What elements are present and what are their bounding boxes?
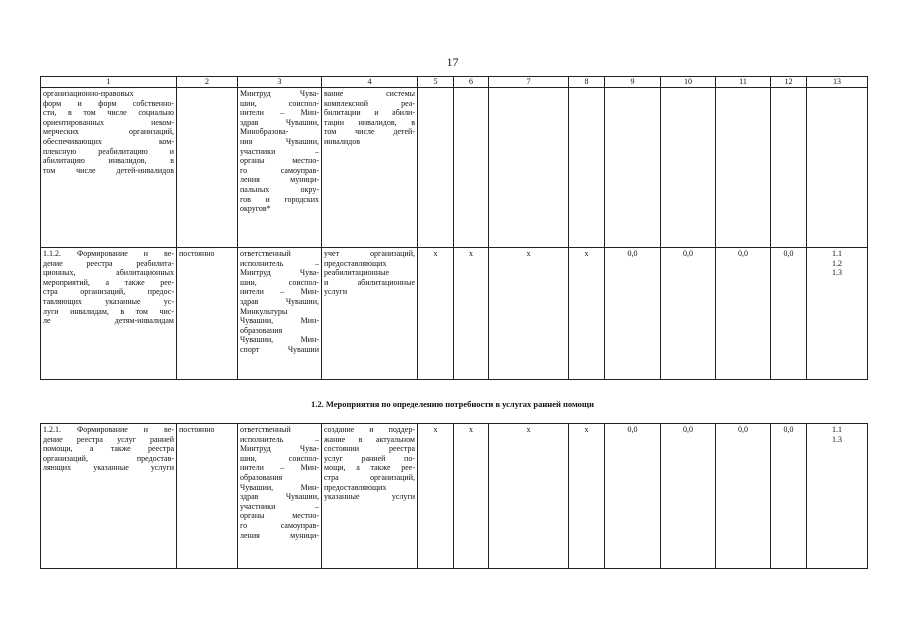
cell-line: Минтруд Чува- — [240, 268, 319, 278]
cell-line: Чувашии, Мин- — [240, 482, 319, 492]
table-row — [41, 88, 868, 248]
cell-line: стра организаций, — [324, 472, 415, 482]
cell-line: 1.3 — [832, 268, 842, 278]
table-cell — [771, 248, 807, 380]
cell-line: го самоуправ- — [240, 165, 319, 175]
section-title: 1.2. Мероприятия по определению потребности в услугах ранней помощи — [310, 399, 594, 409]
cell-line: помощи, а также реестра — [43, 444, 174, 454]
cell-line: постоянно — [179, 249, 215, 258]
cell-line: 0,0 — [783, 249, 794, 258]
cell-line: предоставляющих — [324, 258, 387, 268]
cell-line: инвалидов — [324, 136, 360, 146]
column-number: 2 — [177, 77, 238, 88]
cell-line: х — [526, 425, 531, 434]
table-cell — [716, 424, 771, 569]
cell-line: Минкультуры — [240, 306, 288, 316]
cell-line: обеспечивающих ком- — [43, 136, 174, 146]
table-cell — [238, 88, 322, 248]
column-number: 12 — [771, 77, 807, 88]
cell-line: дение реестра услуг ранней — [43, 434, 174, 444]
table-cell — [41, 424, 177, 569]
cell-line: исполнитель – — [240, 434, 319, 444]
cell-line: органы местно- — [240, 156, 319, 166]
column-number: 3 — [238, 77, 322, 88]
table-cell — [569, 424, 605, 569]
cell-line: шии, соиспол- — [240, 98, 319, 108]
cell-line: 0,0 — [738, 249, 748, 258]
cell-line: тавляющих указанные ус- — [43, 296, 174, 306]
cell-line: ле детям-инвалидам — [43, 316, 174, 326]
cell-line: комплексной реа- — [324, 98, 415, 108]
cell-line: пальных окру- — [240, 184, 319, 194]
cell-line: здрав Чувашии, — [240, 296, 319, 306]
cell-line: Минтруд Чува- — [240, 444, 319, 454]
cell-line: нители – Мин- — [240, 108, 319, 118]
cell-line: шии, соиспол- — [240, 453, 319, 463]
cell-line: образования — [240, 325, 283, 335]
cell-line: Чувашии, Мин- — [240, 335, 319, 345]
cell-line: спорт Чувашии — [240, 344, 319, 354]
cell-line: абилитацию инвалидов, в — [43, 156, 174, 166]
table-cell — [41, 88, 177, 248]
measures-table — [40, 76, 868, 380]
cell-line: создание и поддер- — [324, 425, 415, 434]
cell-line: органы местно- — [240, 511, 319, 521]
cell-line: ления муници- — [240, 175, 319, 185]
cell-line: ответственный — [240, 249, 291, 258]
table-row — [41, 424, 868, 569]
cell-line: форм и форм собственно- — [43, 98, 174, 108]
table-cell — [771, 424, 807, 569]
column-number: 4 — [322, 77, 418, 88]
table-cell — [454, 248, 489, 380]
cell-line: ответственный — [240, 425, 291, 434]
cell-line: 1.2.1. Формирование и ве- — [43, 425, 174, 434]
cell-line: х — [584, 425, 589, 434]
cell-line: дение реестра реабилита- — [43, 258, 174, 268]
table-cell — [807, 248, 868, 380]
cell-line: стра организаций, предос- — [43, 287, 174, 297]
page-number: 17 — [446, 55, 459, 69]
cell-line: 0,0 — [627, 249, 638, 258]
table-cell — [489, 248, 569, 380]
cell-line: сти, в том числе социально — [43, 108, 174, 118]
cell-line: вание системы — [324, 89, 415, 98]
column-number: 7 — [489, 77, 569, 88]
cell-line: здрав Чувашии, — [240, 117, 319, 127]
cell-line: Чувашии, Мин- — [240, 316, 319, 326]
table-cell — [418, 248, 454, 380]
column-number: 13 — [807, 77, 868, 88]
cell-line: Минтруд Чува- — [240, 89, 319, 98]
cell-line: том числе детей- — [324, 127, 415, 137]
cell-line: образования — [240, 472, 283, 482]
cell-line: постоянно — [179, 425, 215, 434]
cell-line: организационно-правовых — [43, 89, 134, 98]
table-cell — [454, 88, 489, 248]
cell-line: х — [469, 249, 473, 258]
cell-line: х — [433, 249, 438, 258]
table-cell — [716, 88, 771, 248]
cell-line: х — [469, 425, 473, 434]
cell-line: ления муници- — [240, 530, 319, 540]
table-cell — [605, 88, 661, 248]
column-number-header — [41, 77, 868, 88]
column-number: 10 — [661, 77, 716, 88]
table-cell — [605, 424, 661, 569]
cell-line: услуг ранней по- — [324, 453, 415, 463]
cell-line: участники – — [240, 146, 319, 156]
cell-line: мерческих организаций, — [43, 127, 174, 137]
cell-line: организаций, предостав- — [43, 453, 174, 463]
cell-line: ния Чувашии, — [240, 136, 319, 146]
cell-line: х — [526, 249, 531, 258]
cell-line: 1.1 — [832, 425, 842, 434]
cell-line: мощи, а также рее- — [324, 463, 415, 473]
table-cell — [41, 248, 177, 380]
table-cell — [569, 248, 605, 380]
cell-line: участники – — [240, 501, 319, 511]
cell-line: исполнитель – — [240, 258, 319, 268]
cell-line: услуги — [324, 287, 348, 297]
cell-line: мероприятий, а также рее- — [43, 277, 174, 287]
table-cell — [177, 88, 238, 248]
cell-line: Минобразова- — [240, 127, 289, 137]
table-cell — [569, 88, 605, 248]
cell-line: гов и городских — [240, 194, 319, 204]
column-number: 8 — [569, 77, 605, 88]
cell-line: жание в актуальном — [324, 434, 415, 444]
column-number: 9 — [605, 77, 661, 88]
table-cell — [605, 248, 661, 380]
column-number: 11 — [716, 77, 771, 88]
cell-line: плексную реабилитацию и — [43, 146, 174, 156]
cell-line: 1.2 — [832, 258, 842, 268]
cell-line: шии, соиспол- — [240, 277, 319, 287]
table-cell — [489, 424, 569, 569]
column-number: 6 — [454, 77, 489, 88]
cell-line: луги инвалидам, в том чис- — [43, 306, 174, 316]
table-cell — [771, 88, 807, 248]
column-number: 5 — [418, 77, 454, 88]
cell-line: нители – Мин- — [240, 287, 319, 297]
cell-line: здрав Чувашии, — [240, 492, 319, 502]
cell-line: ляющих указанные услуги — [43, 463, 174, 473]
table-cell — [322, 424, 418, 569]
table-cell — [661, 88, 716, 248]
table-cell — [238, 424, 322, 569]
cell-line: тации инвалидов, в — [324, 117, 415, 127]
table-cell — [177, 248, 238, 380]
column-number: 1 — [41, 77, 177, 88]
table-cell — [238, 248, 322, 380]
cell-line: х — [433, 425, 438, 434]
early-help-table — [40, 423, 868, 569]
table-cell — [716, 248, 771, 380]
cell-line: 0,0 — [683, 425, 693, 434]
table-cell — [322, 248, 418, 380]
cell-line: го самоуправ- — [240, 520, 319, 530]
cell-line: ориентированных неком- — [43, 117, 174, 127]
cell-line: указанные услуги — [324, 492, 415, 502]
cell-line: 0,0 — [683, 249, 693, 258]
cell-line: 0,0 — [738, 425, 748, 434]
table-cell — [807, 424, 868, 569]
cell-line: 1.1 — [832, 249, 842, 258]
cell-line: реабилитационные — [324, 268, 390, 278]
cell-line: билитации и абили- — [324, 108, 415, 118]
cell-line: и абилитационные — [324, 277, 415, 287]
cell-line: 1.1.2. Формирование и ве- — [43, 249, 174, 258]
cell-line: предоставляющих — [324, 482, 387, 492]
table-cell — [661, 424, 716, 569]
cell-line: том числе детей-инвалидов — [43, 165, 174, 175]
cell-line: 0,0 — [627, 425, 638, 434]
cell-line: ционных, абилитационных — [43, 268, 174, 278]
table-cell — [661, 248, 716, 380]
table-cell — [418, 88, 454, 248]
table-cell — [418, 424, 454, 569]
table-cell — [177, 424, 238, 569]
cell-line: состоянии реестра — [324, 444, 415, 454]
cell-line: х — [584, 249, 589, 258]
table-cell — [454, 424, 489, 569]
cell-line: учет организаций, — [324, 249, 415, 258]
cell-line: 1.3 — [832, 434, 842, 444]
table-row — [41, 248, 868, 380]
table-cell — [807, 88, 868, 248]
cell-line: 0,0 — [783, 425, 794, 434]
cell-line: нители – Мин- — [240, 463, 319, 473]
table-cell — [322, 88, 418, 248]
cell-line: округов* — [240, 204, 271, 214]
table-cell — [489, 88, 569, 248]
